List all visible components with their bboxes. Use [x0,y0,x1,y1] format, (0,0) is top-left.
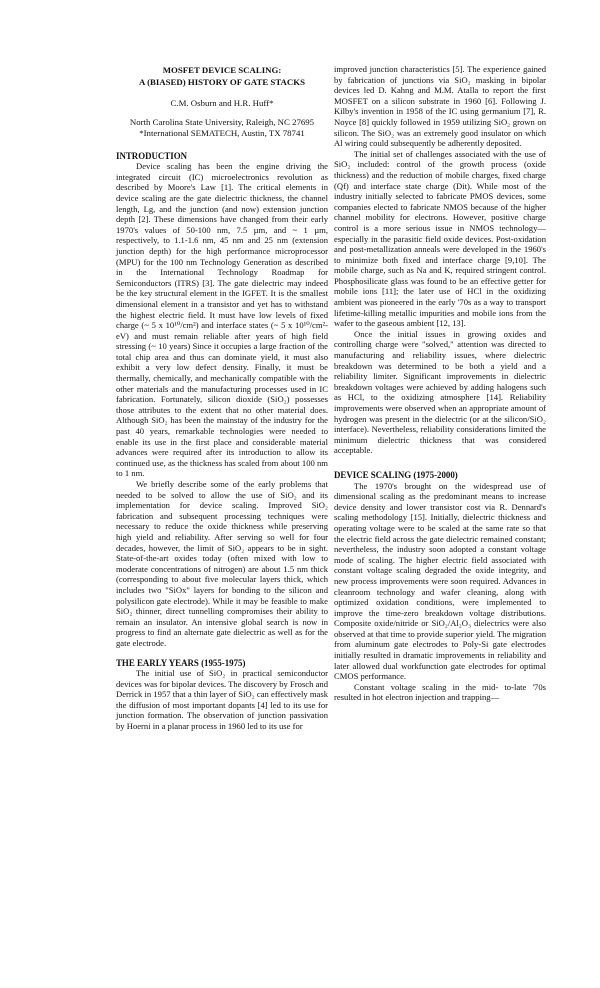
early-years-paragraph-3: Once the initial issues in growing oxides and controlling charge were "solved," attention was directed to manufacturing and reliability issues, where dielectric breakdown was determined to be both a yield and a reliability limiter. Significant improvements in dielectric breakdown voltages were achieved by adding halogens such as HCl, to the oxidizing atmosphere [14]. Reliability improvements were observed when an appropriate amount of hydrogen was present in the dielectric (or at the silicon/SiO₂ interface). Nevertheless, reliability considerations limited the minimum dielectric thickness that was considered acceptable. [334,328,546,456]
intro-paragraph-1: Device scaling has been the engine driving the integrated circuit (IC) microelectronics revolution as described by Moore's Law [1]. The critical elements in device scaling are the gate dielectric thickness, the channel length, Lg, and the junction (and now) extension junction depth [2]. These dimensions have changed from their early 1970's values of 50-100 nm, 7.5 µm, and ~ 1 µm, respectively, to 1.1-1.6 nm, 45 nm and 25 nm (extension junction depth) for the high performance microprocessor (MPU) for the 100 nm Technology Generation as described in the International Technology Roadmap for Semiconductors (ITRS) [3]. The gate dielectric may indeed be the key structural element in the IGFET. It is the smallest dimensional element in a transistor and yet has to withstand the highest electric field. It must have low levels of fixed charge (~ 5 x 10¹⁰/cm²) and interface states (~ 5 x 10¹⁰/cm²-eV) and must remain reliable after years of high field stressing (~ 10 years) Since it occupies a large fraction of the total chip area and thus can dominate yield, it must also exhibit a very low defect density. Finally, it must be thermally, chemically, and mechanically compatible with the other materials and the manufacturing processes used in IC fabrication. Fortunately, silicon dioxide (SiO₂) possesses those attributes to the extent that no other material does. Although SiO₂ has been the mainstay of the industry for the past 40 years, remarkable technologies were needed to enable its use in the first place and considerable material advances were required after its introduction to allow its continued use, as the thickness has scaled from about 100 nm to 1 nm. [116,161,328,479]
section-heading-device-scaling: DEVICE SCALING (1975-2000) [334,469,458,480]
authors: C.M. Osburn and H.R. Huff* [170,98,274,108]
intro-paragraph-2: We briefly describe some of the early problems that needed to be solved to allow the use of SiO₂ and its implementation for device scaling. Improved SiO₂ fabrication and subsequent processing techniques were necessary to reduce the oxide thickness while preserving high yield and reliability. After serving so well for four decades, however, the limit of SiO₂ appears to be in sight. State-of-the-art oxides today (often mixed with low to moderate concentrations of nitrogen) are about 1.5 nm thick (corresponding to about five molecular layers thick, which includes two "SiOx" layers for bonding to the silicon and polysilicon gate electrode). While it may be feasible to make SiO₂ thinner, direct tunnelling compromises their ability to remain an insulator. An intensive global search is now in progress to find an alternate gate dielectric as well as for the gate electrode. [116,479,328,648]
left-column [116,64,328,732]
section-heading-early-years: THE EARLY YEARS (1955-1975) [116,657,246,668]
affiliation-sematech: *International SEMATECH, Austin, TX 78741 [139,127,305,138]
early-years-paragraph-1-continued: improved junction characteristics [5]. The experience gained by fabrication of junctions via SiO₂ masking in bipolar devices led D. Kahng and M.M. Atalla to report the first MOSFET on a silicon substrate in 1960 [6]. Following J. Kilby's invention in 1958 of the IC using germanium [7], R. Noyce [8] quickly followed in 1959 utilizing SiO₂ grown on silicon. The SiO₂ was an extremely good insulator on which Al wiring could subsequently be adherently deposited. [334,64,546,149]
paper-title-line2: A (BIASED) HISTORY OF GATE STACKS [139,77,305,87]
affiliation-ncsu: North Carolina State University, Raleigh, NC 27695 [129,116,315,127]
device-scaling-paragraph-1: The 1970's brought on the widespread use of dimensional scaling as the predominant means to increase device density and lower transistor cost via R. Dennard's scaling methodology [15]. Initially, dielectric thickness and operating voltage were to be scaled at the same rate so that the electric field across the gate dielectric remained constant; nevertheless, the industry soon adopted a constant voltage mode of scaling. The higher electric field associated with constant voltage scaling degraded the oxide integrity, and new process improvements were soon required. Advances in cleanroom technology and wafer cleaning, along with optimized oxidation conditions, were implemented to improve the time-zero breakdown voltage distributions. Composite oxide/nitride or SiO₂/Al₂O₃ dielectrics were also observed at that time to provide superior yield. The migration from aluminum gate electrodes to Poly-Si gate electrodes initially resulted in dramatic improvements in reliability and later allowed dual workfunction gate electrodes for optimal CMOS performance. [334,480,546,682]
right-column [334,64,546,703]
device-scaling-paragraph-2: Constant voltage scaling in the mid- to-late '70s resulted in hot electron injection and trapping— [334,681,546,703]
early-years-paragraph-2: The initial set of challenges associated with the use of SiO₂ included: control of the growth process (oxide thickness) and the reduction of mobile charges, fixed charge (Qf) and interface state charge (Dit). While most of the industry initially selected to fabricate PMOS devices, some companies elected to fabricate NMOS because of the higher channel mobility for electrons. However, positive charge control is a more serious issue in NMOS technology—especially in the parasitic field oxide devices. Post-oxidation and post-metallization anneals were developed in the 1960's to minimize both fixed and interface charge [9,10]. The mobile charge, such as Na and K, required stringent control. Phosphosilicate glass was found to be an effective getter for mobile ions [11]; the later use of HCl in the oxidizing ambient was pioneered in the early '70s as a way to transport lifetime-killing metallic impurities and mobile ions from the wafer to the gaseous ambient [12, 13]. [334,148,546,329]
early-years-paragraph-1: The initial use of SiO₂ in practical semiconductor devices was for bipolar devices. The discovery by Frosch and Derrick in 1957 that a thin layer of SiO₂ can effectively mask the diffusion of most important dopants [4] led to its use for junction formation. The observation of junction passivation by Hoerni in a planar process in 1960 led to its use for [116,668,328,732]
section-heading-introduction: INTRODUCTION [116,150,188,161]
paper-title-line1: MOSFET DEVICE SCALING: [162,65,282,75]
title-block [116,64,328,139]
